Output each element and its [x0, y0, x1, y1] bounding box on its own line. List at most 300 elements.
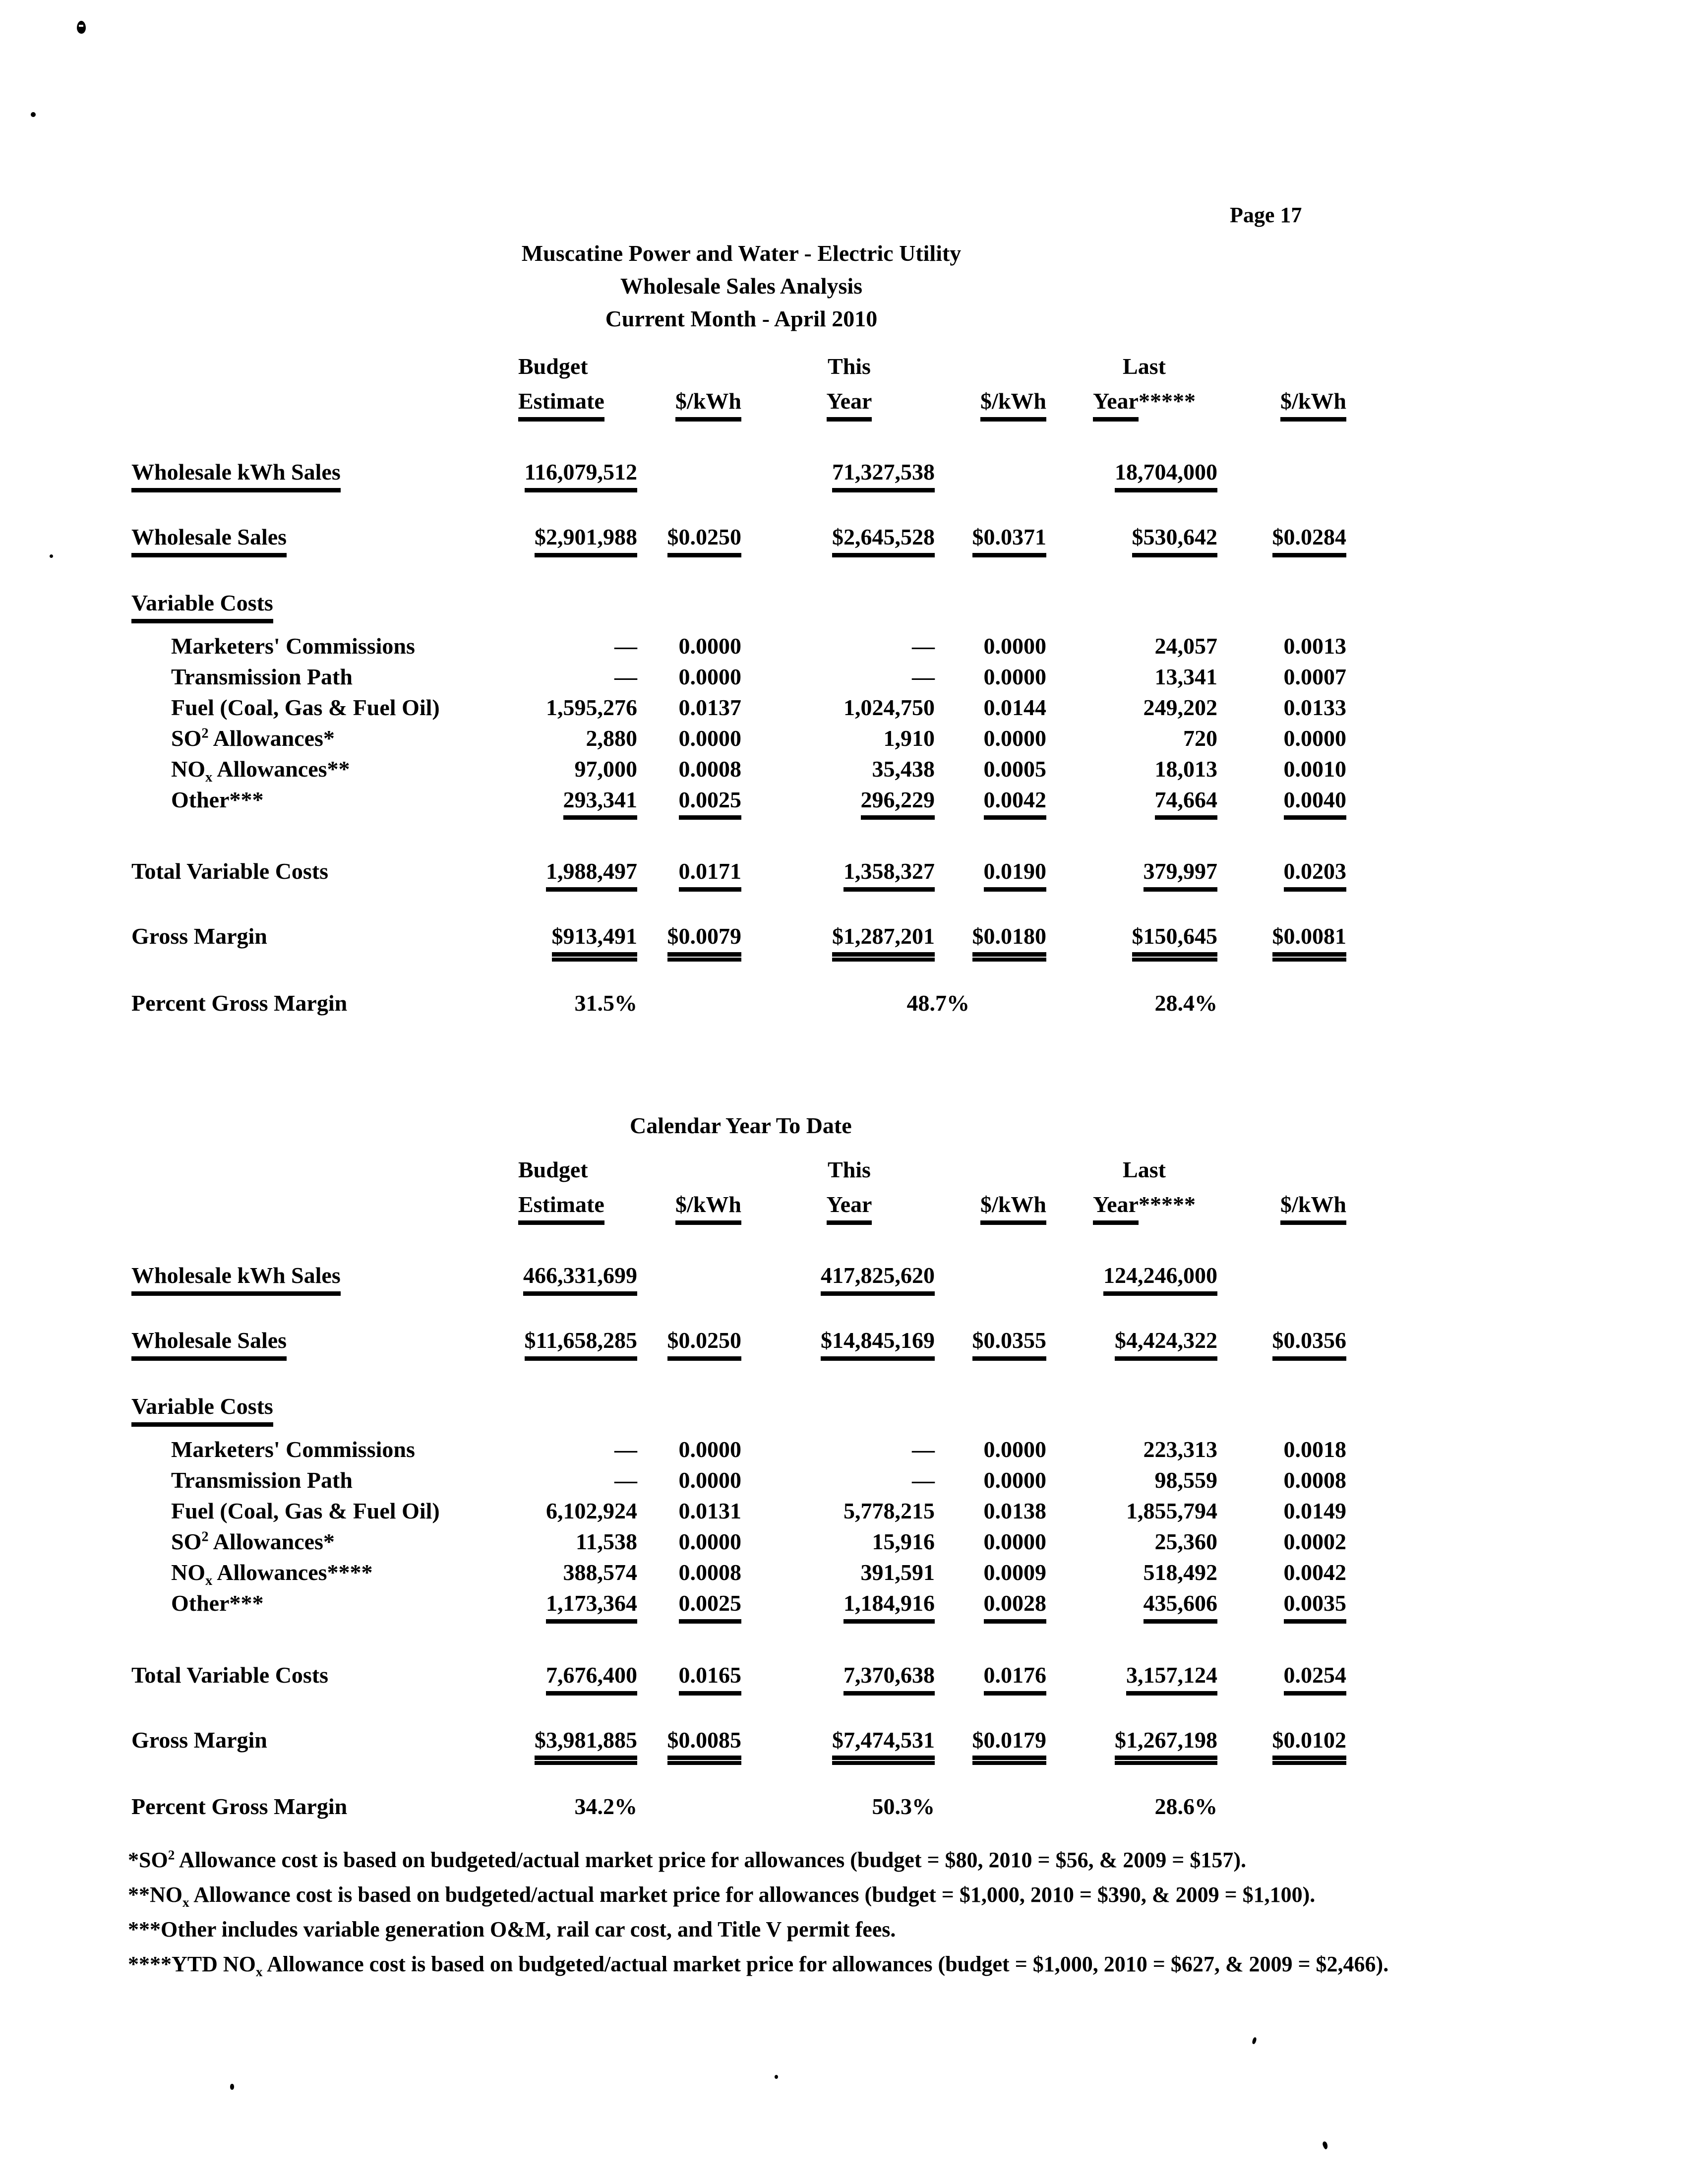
value-cell	[518, 1560, 637, 1585]
value-cell	[637, 695, 741, 721]
text-run: SO	[171, 725, 202, 751]
value-text: 391,591	[860, 1559, 935, 1585]
value-cell	[1217, 1467, 1346, 1493]
value-text: 1,910	[883, 725, 935, 751]
text-run: Wholesale kWh Sales	[131, 1263, 341, 1288]
spacer	[1217, 349, 1346, 384]
value-cell	[518, 1263, 637, 1296]
value-text: 31.5%	[574, 990, 637, 1016]
value-cell	[1217, 664, 1346, 690]
text-run: Wholesale Sales	[131, 524, 287, 549]
value-text: $0.0081	[1272, 923, 1347, 957]
row-label	[131, 923, 518, 957]
value-text: 25,360	[1154, 1528, 1217, 1554]
row-label-text	[171, 726, 335, 751]
column-header-line-1	[131, 349, 1686, 384]
text-run: Fuel (Coal, Gas & Fuel Oil)	[171, 694, 440, 720]
text-run: Fuel (Coal, Gas & Fuel Oil)	[171, 1498, 440, 1523]
report-title-report: Wholesale Sales Analysis	[620, 273, 863, 299]
value-text: 1,988,497	[546, 858, 637, 892]
value-cell	[637, 1467, 741, 1493]
value-cell	[741, 1467, 935, 1493]
text-run: NO	[171, 756, 205, 782]
value-text: 116,079,512	[525, 459, 637, 492]
value-cell	[518, 590, 637, 623]
page-number: Page 17	[1230, 203, 1302, 227]
table-row	[131, 1662, 1686, 1696]
text-run: **NO	[128, 1882, 182, 1907]
value-cell	[741, 1590, 935, 1624]
footnote	[128, 1882, 1686, 1908]
row-label-text	[131, 1662, 328, 1688]
calendar-ytd-table	[0, 1153, 1686, 1820]
value-text: —	[614, 1467, 637, 1493]
row-label-text	[171, 787, 264, 812]
row-label-text	[131, 590, 273, 623]
value-text: 0.0040	[1284, 787, 1347, 820]
value-cell	[1217, 1727, 1346, 1760]
row-label-text	[131, 858, 328, 884]
row-label-text	[131, 1328, 287, 1361]
col-header-per-kwh: $/kWh	[1217, 384, 1346, 422]
text-run: Allowance cost is based on budgeted/actual market price for allowances (budget = $80, 2010 = $56, & 2009 = $157).	[175, 1848, 1247, 1873]
footnote	[128, 1951, 1686, 1980]
text-run: Total Variable Costs	[131, 1662, 329, 1688]
value-cell	[518, 787, 637, 820]
text-run: Gross Margin	[131, 1727, 267, 1753]
row-label	[131, 1662, 518, 1696]
col-header-per-kwh: $/kWh	[935, 384, 1046, 422]
value-cell	[1046, 1727, 1217, 1760]
value-text: 0.0007	[1283, 664, 1346, 689]
value-text: 0.0042	[984, 787, 1047, 820]
value-cell	[518, 1328, 637, 1361]
report-title-company: Muscatine Power and Water - Electric Utility	[521, 241, 962, 266]
row-label	[131, 1328, 518, 1361]
value-text: 7,370,638	[843, 1662, 935, 1696]
sub-run: x	[205, 769, 213, 785]
row-label	[131, 633, 518, 659]
value-cell	[518, 756, 637, 782]
calendar-ytd-rows	[131, 1263, 1686, 1820]
text-run: Gross Margin	[131, 923, 267, 949]
value-cell	[1217, 756, 1346, 782]
value-text: 0.0176	[984, 1662, 1047, 1696]
value-cell	[637, 1437, 741, 1462]
spacer	[935, 349, 1046, 384]
value-cell	[1046, 1794, 1217, 1820]
footnote	[128, 1847, 1686, 1873]
scan-artifact	[50, 554, 53, 558]
value-cell	[637, 756, 741, 782]
value-text: 5,778,215	[843, 1498, 935, 1523]
sub-run: x	[182, 1895, 189, 1910]
value-text: $4,424,322	[1115, 1328, 1217, 1361]
value-text: 0.0025	[679, 1590, 742, 1624]
value-text: 6,102,924	[546, 1498, 637, 1523]
footnotes	[0, 1847, 1686, 1980]
value-text: 296,229	[861, 787, 935, 820]
value-cell	[1217, 1498, 1346, 1524]
text-run: Marketers' Commissions	[171, 1436, 415, 1462]
text-run: NO	[171, 1559, 205, 1585]
value-cell	[741, 590, 935, 623]
table-row	[131, 664, 1686, 690]
col-header-this: This	[828, 1157, 871, 1183]
value-text: 466,331,699	[523, 1263, 637, 1296]
value-cell	[518, 1394, 637, 1427]
value-cell	[741, 1263, 935, 1296]
table-row	[131, 1590, 1686, 1624]
value-cell	[1217, 459, 1346, 492]
text-run: Other***	[171, 787, 264, 812]
value-text: 417,825,620	[821, 1263, 935, 1296]
value-cell	[741, 726, 935, 751]
table-row	[131, 923, 1686, 957]
value-text: 3,157,124	[1126, 1662, 1217, 1696]
row-label-text	[131, 459, 341, 492]
value-cell	[1046, 1328, 1217, 1361]
value-text: $2,901,988	[535, 524, 637, 557]
value-text: 720	[1183, 725, 1217, 751]
current-month-table	[0, 349, 1686, 1016]
col-header-per-kwh: $/kWh	[637, 1187, 741, 1225]
value-cell	[741, 524, 935, 557]
value-text: 0.0005	[983, 756, 1046, 782]
scan-artifact	[1252, 2037, 1257, 2044]
footnote-stars: *****	[1138, 388, 1196, 414]
col-header-year: Year	[741, 384, 935, 422]
value-cell	[1046, 459, 1217, 492]
value-text: 0.0009	[983, 1559, 1046, 1585]
value-cell	[637, 858, 741, 892]
text-run: Transmission Path	[171, 1467, 353, 1493]
row-label	[131, 787, 518, 820]
table-row	[131, 990, 1686, 1016]
sup-run: 2	[201, 1529, 209, 1545]
value-cell	[741, 1328, 935, 1361]
text-run: Wholesale kWh Sales	[131, 459, 341, 485]
text-run: Allowance cost is based on budgeted/actual market price for allowances (budget = $1,000, 2010 = $627, & 2009 = $2,466).	[262, 1952, 1389, 1977]
table-row	[131, 1498, 1686, 1524]
spacer	[131, 349, 518, 384]
value-cell	[935, 1467, 1046, 1493]
value-text: —	[614, 633, 637, 659]
current-month-rows	[131, 459, 1686, 1016]
value-text: 0.0008	[1283, 1467, 1346, 1493]
row-label	[131, 524, 518, 557]
scan-artifact	[31, 112, 36, 117]
value-text: $0.0179	[972, 1727, 1047, 1760]
row-label-text	[171, 1467, 353, 1493]
value-text: $0.0079	[667, 923, 742, 957]
value-cell	[935, 1794, 1046, 1820]
value-cell	[637, 787, 741, 820]
value-text: 1,595,276	[546, 694, 637, 720]
value-cell	[935, 1328, 1046, 1361]
value-text: $913,491	[552, 923, 638, 957]
col-header-last: Last	[1123, 354, 1166, 379]
col-header-estimate: Estimate	[518, 1187, 637, 1225]
value-cell	[1046, 664, 1217, 690]
sub-run: x	[255, 1964, 263, 1980]
table-row	[131, 1263, 1686, 1296]
col-header-last-year: Year*****	[1046, 384, 1217, 422]
value-text: —	[614, 1436, 637, 1462]
value-text: $0.0180	[972, 923, 1047, 957]
value-cell	[637, 1727, 741, 1760]
value-cell	[935, 633, 1046, 659]
spacer	[131, 1153, 518, 1187]
value-text: 0.0203	[1284, 858, 1347, 892]
table-row	[131, 1394, 1686, 1427]
scan-artifact	[775, 2075, 778, 2079]
row-label	[131, 1529, 518, 1555]
value-text: 0.0165	[679, 1662, 742, 1696]
value-text: 7,676,400	[546, 1662, 637, 1696]
value-cell	[1217, 787, 1346, 820]
value-cell	[1217, 1794, 1346, 1820]
value-text: 0.0254	[1284, 1662, 1347, 1696]
value-text: 435,606	[1144, 1590, 1218, 1624]
value-cell	[1046, 1498, 1217, 1524]
row-label	[131, 695, 518, 721]
value-cell	[1046, 787, 1217, 820]
value-text: 0.0025	[679, 787, 742, 820]
value-cell	[1046, 1529, 1217, 1555]
value-cell	[1046, 524, 1217, 557]
value-cell	[637, 633, 741, 659]
value-text: $0.0102	[1272, 1727, 1347, 1760]
value-cell	[637, 1498, 741, 1524]
value-cell	[741, 695, 935, 721]
value-text: 28.4%	[1154, 990, 1217, 1016]
value-text: 1,024,750	[843, 694, 935, 720]
ytd-heading: Calendar Year To Date	[630, 1113, 852, 1139]
col-header-last-year: Year*****	[1046, 1187, 1217, 1225]
value-cell	[637, 1794, 741, 1820]
row-label	[131, 1437, 518, 1462]
row-label	[131, 1467, 518, 1493]
value-text: $0.0085	[667, 1727, 742, 1760]
text-run: Percent Gross Margin	[131, 1794, 348, 1820]
value-cell	[1046, 695, 1217, 721]
value-cell	[637, 1560, 741, 1585]
value-cell	[741, 1727, 935, 1760]
text-run: Variable Costs	[131, 590, 273, 615]
value-cell	[935, 923, 1046, 957]
value-text: 0.0131	[678, 1498, 741, 1523]
value-cell	[637, 1662, 741, 1696]
text-run: Transmission Path	[171, 664, 353, 689]
value-text: 0.0133	[1283, 694, 1346, 720]
value-cell	[935, 756, 1046, 782]
row-label-text	[131, 1394, 273, 1427]
value-text: 0.0000	[983, 633, 1046, 659]
table-row	[131, 1467, 1686, 1493]
col-header-per-kwh: $/kWh	[637, 384, 741, 422]
value-text: —	[912, 664, 935, 689]
value-cell	[1217, 726, 1346, 751]
row-label-text	[171, 1498, 440, 1523]
table-row	[131, 524, 1686, 557]
value-cell	[935, 1437, 1046, 1462]
value-text: 0.0035	[1284, 1590, 1347, 1624]
value-text: 0.0013	[1283, 633, 1346, 659]
value-text: 0.0000	[983, 1467, 1046, 1493]
value-text: 18,704,000	[1115, 459, 1217, 492]
text-run: ****YTD NO	[128, 1952, 256, 1977]
value-text: 0.0000	[983, 664, 1046, 689]
value-cell	[935, 524, 1046, 557]
footnote-stars: *****	[1138, 1192, 1196, 1217]
row-label-text	[171, 1590, 264, 1616]
value-cell	[741, 633, 935, 659]
text-run: *SO	[128, 1848, 168, 1873]
value-text: $530,642	[1132, 524, 1218, 557]
row-label-text	[171, 695, 440, 720]
value-text: 0.0010	[1283, 756, 1346, 782]
row-label-text	[171, 633, 415, 659]
table-row	[131, 695, 1686, 721]
table-row	[131, 756, 1686, 785]
footnote	[128, 1917, 1686, 1942]
value-text: —	[912, 1436, 935, 1462]
value-cell	[518, 726, 637, 751]
value-cell	[741, 1394, 935, 1427]
value-text: 0.0018	[1283, 1436, 1346, 1462]
value-cell	[1217, 1662, 1346, 1696]
value-text: 0.0000	[678, 725, 741, 751]
text-run: Percent Gross Margin	[131, 990, 348, 1016]
table-row	[131, 1559, 1686, 1588]
col-header-per-kwh: $/kWh	[935, 1187, 1046, 1225]
value-text: 0.0000	[983, 1436, 1046, 1462]
value-cell	[1046, 726, 1217, 751]
value-text: 518,492	[1143, 1559, 1217, 1585]
value-cell	[741, 1498, 935, 1524]
text-run: Allowances****	[212, 1559, 373, 1585]
row-label	[131, 990, 518, 1016]
value-cell	[935, 590, 1046, 623]
value-cell	[637, 1590, 741, 1624]
col-header-budget: Budget	[518, 1157, 588, 1183]
row-label	[131, 590, 518, 623]
value-cell	[1046, 1467, 1217, 1493]
value-cell	[935, 1498, 1046, 1524]
table-row	[131, 787, 1686, 820]
col-header-year: Year	[741, 1187, 935, 1225]
value-text: 0.0000	[678, 1467, 741, 1493]
value-text: $1,287,201	[832, 923, 935, 957]
column-header-line-2	[131, 1187, 1686, 1225]
value-cell	[741, 459, 935, 492]
value-cell	[935, 1263, 1046, 1296]
value-text: 0.0000	[1283, 725, 1346, 751]
row-label	[131, 459, 518, 492]
value-cell	[518, 858, 637, 892]
value-cell	[518, 1727, 637, 1760]
value-cell	[637, 726, 741, 751]
value-cell	[518, 459, 637, 492]
value-cell	[935, 664, 1046, 690]
value-text: $11,658,285	[525, 1328, 637, 1361]
value-cell	[1046, 756, 1217, 782]
value-cell	[1046, 1560, 1217, 1585]
row-label	[131, 1263, 518, 1296]
text-run: SO	[171, 1528, 202, 1554]
value-cell	[1046, 633, 1217, 659]
value-cell	[741, 858, 935, 892]
row-label	[131, 664, 518, 690]
value-text: 0.0190	[984, 858, 1047, 892]
value-text: $0.0356	[1272, 1328, 1347, 1361]
value-cell	[935, 726, 1046, 751]
row-label-text	[171, 664, 353, 689]
value-text: 0.0008	[678, 1559, 741, 1585]
value-cell	[637, 524, 741, 557]
sup-run: 2	[168, 1847, 175, 1863]
value-text: 0.0138	[983, 1498, 1046, 1523]
value-cell	[935, 1590, 1046, 1624]
row-label	[131, 1794, 518, 1820]
value-cell	[1217, 858, 1346, 892]
value-cell	[741, 1794, 935, 1820]
col-header-budget: Budget	[518, 354, 588, 379]
value-text: 0.0008	[678, 756, 741, 782]
value-cell	[1046, 990, 1217, 1016]
row-label	[131, 1498, 518, 1524]
value-cell	[518, 633, 637, 659]
column-header-line-1	[131, 1153, 1686, 1187]
text-run: Other***	[171, 1590, 264, 1616]
spacer	[637, 349, 741, 384]
value-text: 0.0000	[678, 1436, 741, 1462]
value-text: 15,916	[872, 1528, 935, 1554]
value-text: 223,313	[1143, 1436, 1217, 1462]
value-text: 0.0171	[679, 858, 742, 892]
value-text: —	[912, 633, 935, 659]
text-run: Allowances*	[208, 1528, 335, 1554]
row-label-text	[171, 1529, 335, 1554]
value-cell	[637, 923, 741, 957]
table-row	[131, 858, 1686, 892]
value-cell	[1046, 1590, 1217, 1624]
value-cell	[1046, 590, 1217, 623]
value-cell	[1217, 524, 1346, 557]
col-header-last: Last	[1123, 1157, 1166, 1183]
value-text: 0.0000	[678, 633, 741, 659]
value-cell	[518, 1794, 637, 1820]
value-text: 1,173,364	[546, 1590, 637, 1624]
row-label	[131, 726, 518, 751]
value-text: 35,438	[872, 756, 935, 782]
value-text: $0.0250	[667, 524, 742, 557]
value-text: 0.0000	[983, 725, 1046, 751]
value-text: 0.0042	[1283, 1559, 1346, 1585]
report-title	[0, 0, 1483, 335]
value-cell	[518, 1529, 637, 1555]
row-label-text	[131, 990, 347, 1016]
text-run: Allowance cost is based on budgeted/actual market price for allowances (budget = $1,000, 2010 = $390, & 2009 = $1,100).	[189, 1882, 1316, 1907]
value-cell	[1217, 1263, 1346, 1296]
value-cell	[1046, 1394, 1217, 1427]
value-cell	[935, 1394, 1046, 1427]
table-row	[131, 459, 1686, 492]
value-cell	[518, 1498, 637, 1524]
row-label	[131, 858, 518, 892]
value-cell	[518, 664, 637, 690]
